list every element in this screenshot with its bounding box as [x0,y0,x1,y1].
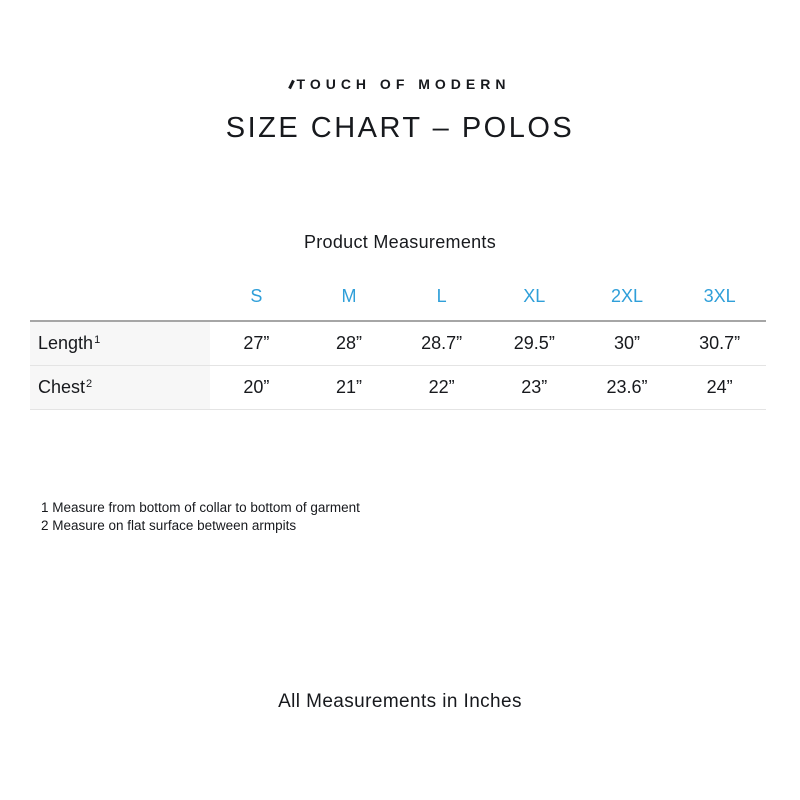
measurement-cell: 20” [210,366,303,410]
footer-note: All Measurements in Inches [278,691,522,712]
measurement-cell: 30.7” [673,321,766,366]
row-label-length [30,321,210,366]
measurement-cell: 30” [581,321,674,366]
brand-logo [0,76,800,92]
footnotes [41,499,360,534]
brand-logo-text: TOUCH OF MODERN [296,76,511,92]
size-column-header: S [210,272,303,321]
measurement-cell: 28” [303,321,396,366]
table-row-length [30,321,766,366]
size-table [30,272,766,410]
footnote: 2 Measure on flat surface between armpits [41,517,297,533]
measurement-cell: 24” [673,366,766,410]
measurement-cell: 22” [395,366,488,410]
table-row-chest [30,366,766,410]
size-column-header: 3XL [673,272,766,321]
size-header-row [30,272,766,321]
size-column-header: XL [488,272,581,321]
measurement-cell: 28.7” [395,321,488,366]
table-caption: Product Measurements [303,232,497,252]
footnote: 1 Measure from bottom of collar to bottom of garment [41,500,360,515]
measurement-cell: 23” [488,366,581,410]
footnote-marker: 1 [94,334,101,346]
page-title: SIZE CHART – POLOS [225,112,575,144]
corner-cell [30,272,210,321]
measurement-cell: 27” [210,321,303,366]
size-column-header: L [395,272,488,321]
measurement-cell: 21” [303,366,396,410]
logo-tick-icon [288,80,295,89]
row-label-text: Chest [38,377,86,397]
size-column-header: 2XL [581,272,674,321]
footnote-marker: 2 [86,378,93,390]
row-label-text: Length [38,333,94,353]
row-label-chest [30,366,210,410]
size-column-header: M [303,272,396,321]
measurement-cell: 23.6” [581,366,674,410]
measurement-cell: 29.5” [488,321,581,366]
